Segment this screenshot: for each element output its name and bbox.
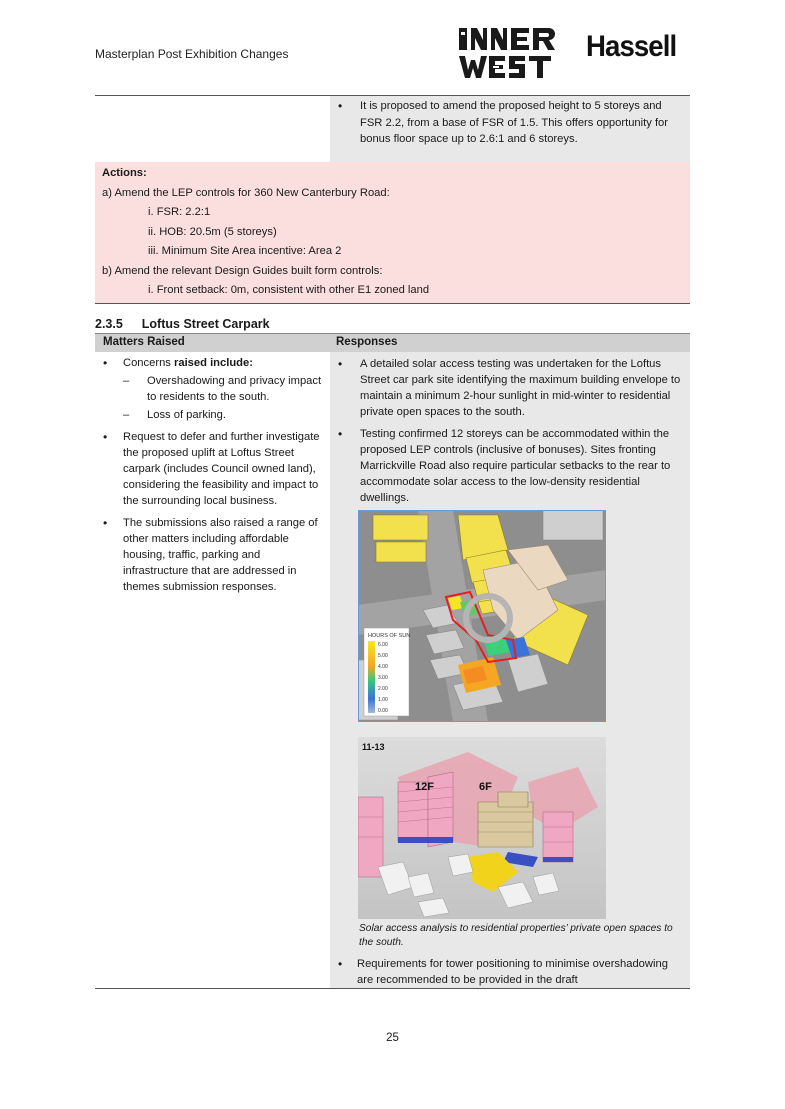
action-b: b) Amend the relevant Design Guides built form controls: bbox=[102, 264, 383, 277]
response-bullet-testing: • Testing confirmed 12 storeys can be accommodated within the proposed LEP controls (inclusive of bonuses). Sites fronting Marrickville Road also require particular setbacks to the rear to accommodate solar access to the low-density residential dwellings. bbox=[330, 426, 682, 506]
legend-title: HOURS OF SUN bbox=[368, 633, 411, 639]
actions-bottom-rule bbox=[95, 303, 690, 304]
action-a-item: i. FSR: 2.2:1 bbox=[148, 206, 211, 218]
matter-bullet-other: • The submissions also raised a range of other matters including affordable housing, traffic, parking and infrastructure that are addressed in themes submission responses. bbox=[95, 515, 327, 595]
actions-box bbox=[95, 162, 690, 303]
table-bottom-rule bbox=[95, 988, 690, 989]
legend-value: 2.00 bbox=[378, 686, 388, 692]
matters-column bbox=[95, 355, 327, 601]
figure-label: 11-13 bbox=[362, 742, 385, 752]
inner-west-logo bbox=[457, 26, 557, 80]
solar-access-map bbox=[358, 510, 606, 722]
legend-value: 5.00 bbox=[378, 653, 388, 659]
response-bullet-tower: • Requirements for tower positioning to minimise overshadowing are recommended to be provided in the draft bbox=[330, 956, 682, 988]
col-header-responses: Responses bbox=[336, 336, 398, 348]
action-a-item: ii. HOB: 20.5m (5 storeys) bbox=[148, 225, 277, 238]
response-cell-continued bbox=[330, 96, 690, 162]
page-header-title: Masterplan Post Exhibition Changes bbox=[95, 47, 289, 61]
section-title: Loftus Street Carpark bbox=[141, 317, 270, 331]
action-a: a) Amend the LEP controls for 360 New Canterbury Road: bbox=[102, 186, 390, 199]
figure-caption: Solar access analysis to residential properties’ private open spaces to the south. bbox=[359, 923, 673, 948]
table-header-row bbox=[95, 334, 690, 352]
legend-value: 4.00 bbox=[378, 664, 388, 670]
response-bullet-solar: • A detailed solar access testing was undertaken for the Loftus Street car park site identifying the maximum building envelope to maintain a minimum 2-hour sunlight in mid-winter to residential private open spaces to the south. bbox=[330, 356, 682, 420]
action-a-item: iii. Minimum Site Area incentive: Area 2 bbox=[148, 245, 342, 257]
matter-bullet-concerns: • Concerns raised include: – Overshadowing and privacy impact to residents to the south. – Loss of parking. bbox=[95, 355, 327, 423]
action-b-item: i. Front setback: 0m, consistent with other E1 zoned land bbox=[148, 284, 430, 296]
legend-value: 0.00 bbox=[378, 708, 388, 714]
section-number: 2.3.5 bbox=[95, 317, 123, 331]
concern-sub-item: – Overshadowing and privacy impact to residents to the south. bbox=[123, 373, 327, 405]
hassell-logo: Hassell bbox=[586, 30, 677, 63]
tower-tag-6f: 6F bbox=[479, 781, 492, 793]
matter-bullet-defer: • Request to defer and further investigate the proposed uplift at Loftus Street carpark (includes Council owned land), considering the feasibility and impact to the surrounding local business. bbox=[95, 429, 327, 509]
concern-sub-item: – Loss of parking. bbox=[123, 407, 327, 423]
legend-value: 6.00 bbox=[378, 642, 388, 648]
actions-heading: Actions: bbox=[102, 167, 147, 179]
massing-3d-view bbox=[358, 737, 606, 919]
section-heading bbox=[95, 317, 270, 331]
tower-tag-12f: 12F bbox=[415, 781, 434, 793]
page-number: 25 bbox=[386, 1032, 399, 1044]
proposal-bullet: • It is proposed to amend the proposed height to 5 storeys and FSR 2.2, from a base of FSR of 1.5. This offers opportunity for bonus floor space up to 2.6:1 and 6 storeys. bbox=[330, 98, 680, 148]
col-header-matters: Matters Raised bbox=[103, 336, 185, 348]
legend-value: 3.00 bbox=[378, 675, 388, 681]
legend-value: 1.00 bbox=[378, 697, 388, 703]
